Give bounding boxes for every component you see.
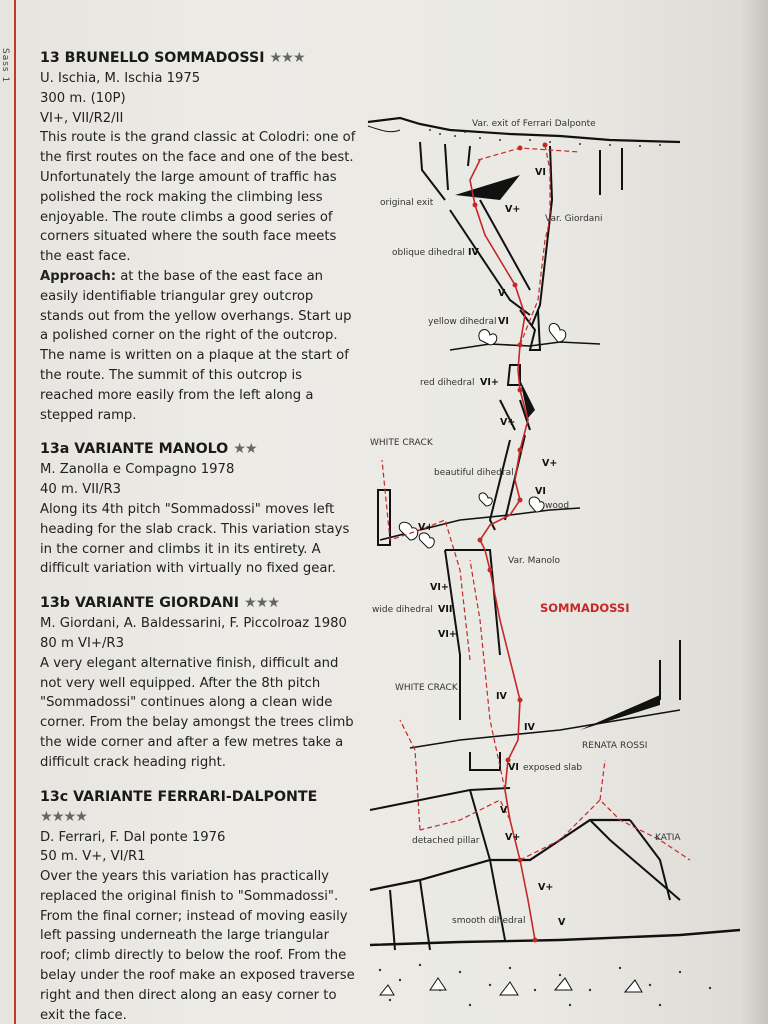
grade-label: VI+ — [480, 377, 499, 388]
grade-label: VI — [535, 486, 546, 497]
grade-label: VI — [508, 762, 519, 773]
route-description: Along its 4th pitch "Sommadossi" moves left heading for the slab crack. This variation stays in the corner and climbs it in its entirety. A difficult variation with virtually no fixed gear. — [40, 501, 350, 577]
approach-text: at the base of the east face an easily identifiable triangular grey outcrop stands out from the yellow overhangs. Start up a polished corner on the right of the outcrop. The name is written on a plaque at the start of the route. The summit of this outcrop is reached more easily from the left along a stepped ramp. — [40, 268, 352, 423]
label-red-dihedral: red dihedral — [420, 378, 475, 388]
label-var-exit: Var. exit of Ferrari Dalponte — [472, 119, 596, 129]
label-wood: wood — [545, 501, 570, 511]
route-description: This route is the grand classic at Colodri: one of the first routes on the face and one of the best. Unfortunately the large amount of traffic has polished the rock making the climbing less enjoyable. The route climbs a good series of corners situated where the south face meets the east face. — [40, 130, 356, 265]
route-first-ascent: D. Ferrari, F. Dal ponte 1976 — [40, 829, 226, 845]
label-yellow-dihedral: yellow dihedral — [428, 317, 497, 327]
route-description: A very elegant alternative finish, difficult and not very well equipped. After the 8th pitch "Sommadossi" continues along a clean wide corner. From the belay amongst the trees climb the wide corner and after a few metres take a difficult crack heading right. — [40, 655, 354, 770]
scree-rocks — [380, 978, 642, 995]
grade-label: V+ — [542, 458, 558, 469]
stars-icon: ★★★ — [243, 595, 280, 612]
route-grade: VI+, VII/R2/II — [40, 110, 124, 126]
route-title — [40, 593, 356, 613]
grade-label: V — [498, 288, 506, 299]
label-sommadossi: SOMMADOSSI — [540, 601, 630, 615]
route-topo-diagram — [360, 100, 750, 1020]
grade-label: VI+ — [430, 582, 449, 593]
route-13c — [40, 787, 356, 1024]
route-13 — [40, 48, 356, 425]
grade-label: V+ — [500, 417, 516, 428]
grade-label: V — [500, 805, 508, 816]
grade-label: IV — [524, 722, 535, 733]
route-title — [40, 787, 356, 827]
stars-icon: ★★★ — [269, 50, 305, 66]
scree-dots — [379, 964, 711, 1006]
route-13a — [40, 439, 356, 579]
route-description: Over the years this variation has practically replaced the original finish to "Sommadossi". From the final corner; instead of moving easily left passing underneath the large triangular roof; climb directly to below the roof. From the belay under the roof make an exposed traverse right and then direct along an easy corner to exit the face. — [40, 869, 355, 1023]
route-title-text: 13b VARIANTE GIORDANI — [40, 595, 240, 612]
label-exposed-slab: exposed slab — [523, 763, 583, 773]
label-detached-pillar: detached pillar — [412, 836, 480, 846]
label-renata-rossi: RENATA ROSSI — [582, 741, 648, 751]
route-length: 300 m. (10P) — [40, 90, 126, 106]
label-white-crack-top: WHITE CRACK — [370, 438, 433, 448]
route-approach — [40, 267, 356, 425]
label-var-manolo: Var. Manolo — [508, 556, 561, 566]
grade-label: VII — [438, 604, 453, 615]
grade-label: IV — [468, 247, 479, 258]
grade-label: V+ — [505, 832, 521, 843]
grade-label: V+ — [418, 522, 434, 533]
tree-icons — [399, 323, 565, 548]
topo-svg — [360, 100, 750, 1020]
grade-label: IV — [496, 691, 507, 702]
label-var-giordani: Var. Giordani — [545, 214, 603, 224]
route-title — [40, 439, 356, 459]
label-white-crack-bottom: WHITE CRACK — [395, 683, 458, 693]
route-length: 80 m VI+/R3 — [40, 635, 124, 651]
route-first-ascent: M. Giordani, A. Baldessarini, F. Piccolroaz 1980 — [40, 616, 347, 632]
route-descriptions — [40, 48, 356, 1024]
route-length: 50 m. V+, VI/R1 — [40, 849, 146, 865]
roof-shapes — [455, 175, 660, 730]
route-13b — [40, 593, 356, 772]
route-first-ascent: U. Ischia, M. Ischia 1975 — [40, 71, 201, 86]
route-length: 40 m. VII/R3 — [40, 482, 121, 498]
approach-label: Approach: — [40, 268, 117, 284]
margin-rule — [14, 0, 16, 1024]
route-title-text: 13 BRUNELLO SOMMADOSSI — [40, 50, 265, 66]
route-title-text: 13c VARIANTE FERRARI-DALPONTE — [40, 788, 318, 805]
grade-label: VI+ — [438, 629, 457, 640]
label-katia: KATIA — [655, 833, 681, 843]
label-oblique-dihedral: oblique dihedral — [392, 248, 465, 258]
grade-label: VI — [498, 316, 509, 327]
route-first-ascent: M. Zanolla e Compagno 1978 — [40, 462, 235, 478]
label-wide-dihedral: wide dihedral — [372, 605, 433, 615]
label-smooth-dihedral: smooth dihedral — [452, 916, 526, 926]
label-original-exit: original exit — [380, 198, 434, 208]
grade-label: V+ — [538, 882, 554, 893]
grade-label: VI — [535, 167, 546, 178]
stars-icon: ★★ — [233, 441, 257, 458]
grade-label: V — [558, 917, 566, 928]
stars-icon: ★★★★ — [40, 808, 87, 825]
route-title-text: 13a VARIANTE MANOLO — [40, 441, 229, 458]
label-beautiful-dihedral: beautiful dihedral — [434, 468, 514, 478]
margin-text: Sass 1 — [0, 48, 10, 84]
route-title — [40, 48, 356, 68]
grade-label: V+ — [505, 204, 521, 215]
